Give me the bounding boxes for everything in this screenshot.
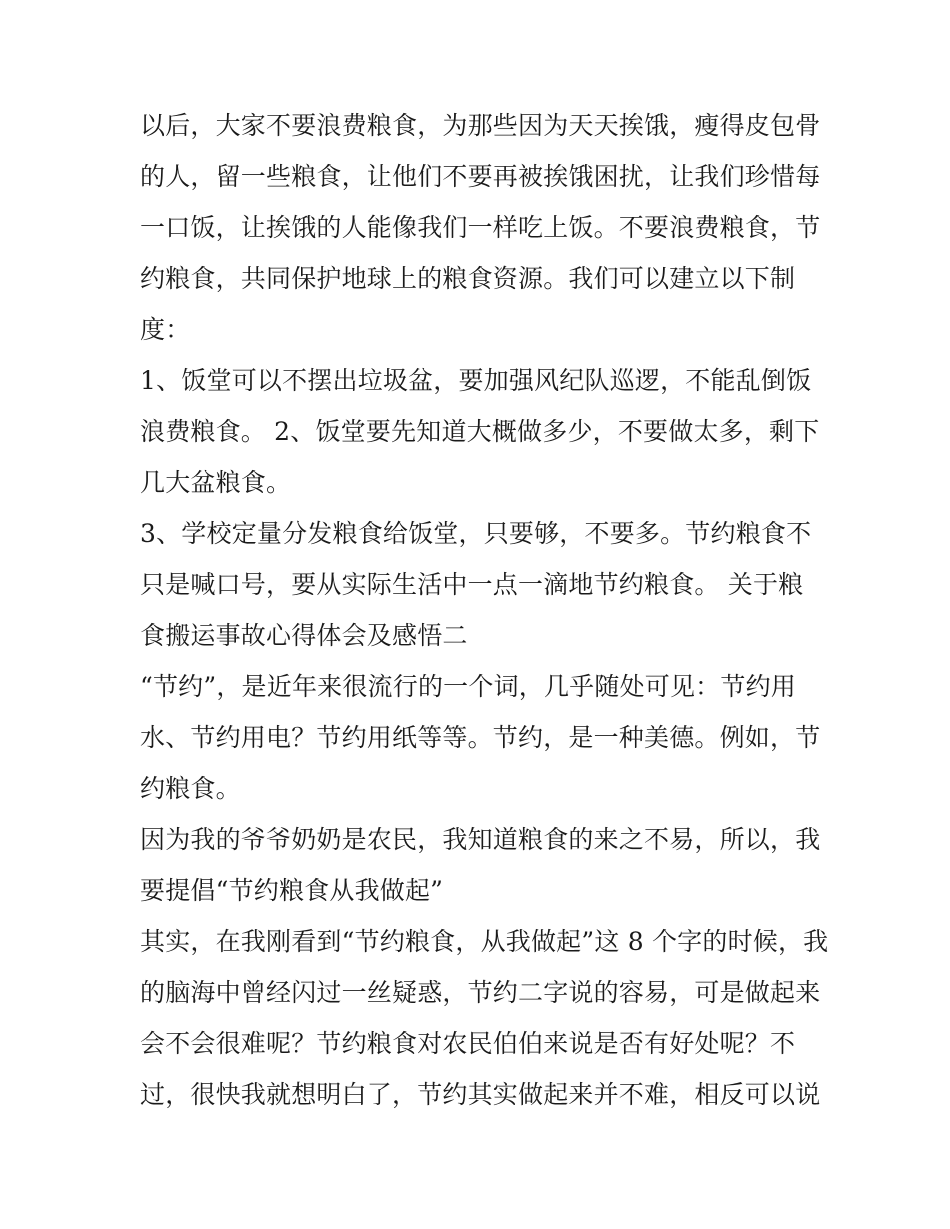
paragraph-5: [140, 814, 830, 916]
text-line: 约粮食。: [140, 774, 241, 803]
text-line: 因为我的爷爷奶奶是农民，我知道粮食的来之不易，所以，我: [140, 825, 821, 854]
text-line: 要提倡“节约粮食从我做起”: [140, 876, 444, 905]
text-line: 1、饭堂可以不摆出垃圾盆，要加强风纪队巡逻，不能乱倒饭: [140, 366, 812, 395]
text-line: 其实，在我刚看到“节约粮食，从我做起”这 8 个字的时候，我: [140, 927, 829, 956]
document-body: [140, 100, 830, 1120]
paragraph-2: [140, 355, 830, 508]
text-line: “节约”，是近年来很流行的一个词，几乎随处可见：节约用: [140, 672, 796, 701]
paragraph-4: [140, 661, 830, 814]
text-line: 约粮食，共同保护地球上的粮食资源。我们可以建立以下制: [140, 264, 796, 293]
paragraph-1: [140, 100, 830, 355]
text-line: 浪费粮食。 2、饭堂要先知道大概做多少，不要做太多，剩下: [140, 417, 820, 446]
paragraph-6: [140, 916, 830, 1120]
paragraph-3: [140, 508, 830, 661]
text-line: 食搬运事故心得体会及感悟二: [140, 621, 468, 650]
text-line: 3、学校定量分发粮食给饭堂，只要够，不要多。节约粮食不: [140, 519, 812, 548]
text-line: 只是喊口号，要从实际生活中一点一滴地节约粮食。 关于粮: [140, 570, 804, 599]
text-line: 几大盆粮食。: [140, 468, 292, 497]
text-line: 的人，留一些粮食，让他们不要再被挨饿困扰，让我们珍惜每: [140, 162, 821, 191]
text-line: 度：: [140, 315, 191, 344]
text-line: 以后，大家不要浪费粮食，为那些因为天天挨饿，瘦得皮包骨: [140, 111, 821, 140]
text-line: 过，很快我就想明白了，节约其实做起来并不难，相反可以说: [140, 1080, 821, 1109]
text-line: 一口饭，让挨饿的人能像我们一样吃上饭。不要浪费粮食，节: [140, 213, 821, 242]
text-line: 水、节约用电？节约用纸等等。节约，是一种美德。例如，节: [140, 723, 821, 752]
text-line: 会不会很难呢？节约粮食对农民伯伯来说是否有好处呢？不: [140, 1029, 796, 1058]
text-line: 的脑海中曾经闪过一丝疑惑，节约二字说的容易，可是做起来: [140, 978, 821, 1007]
